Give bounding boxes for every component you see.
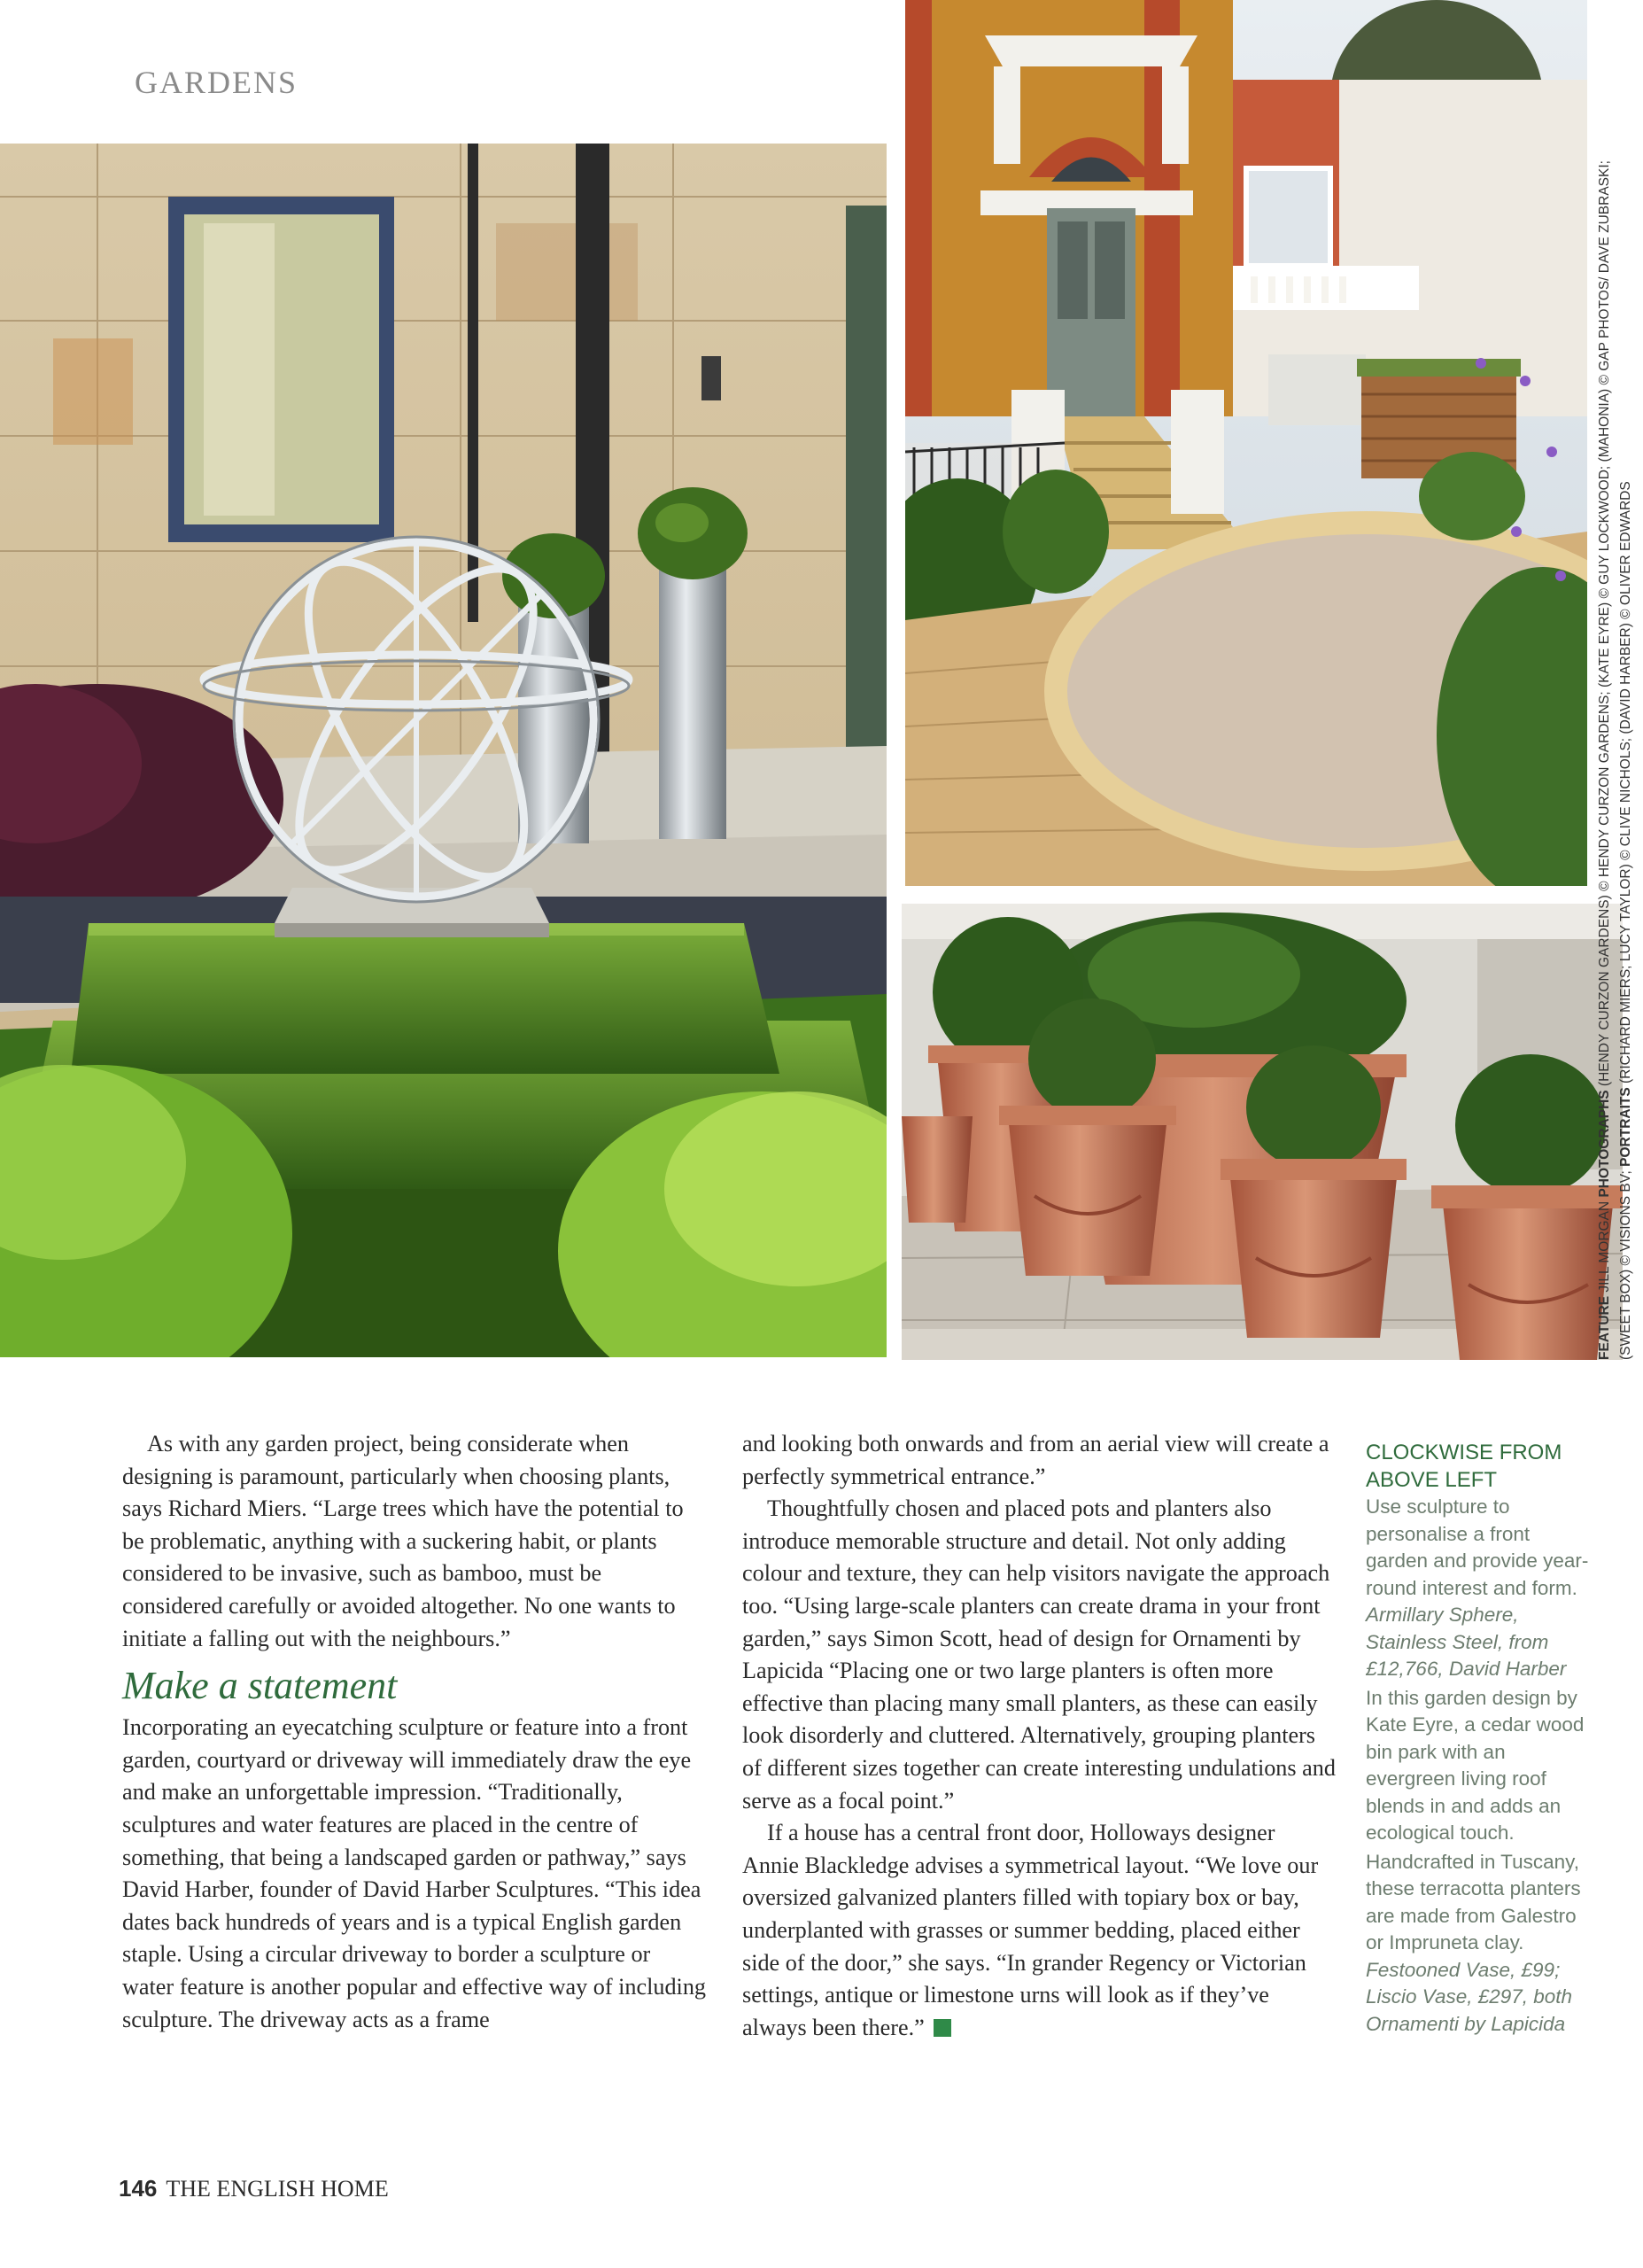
article-paragraph-last: [742, 1817, 1336, 2044]
article-paragraph: Thoughtfully chosen and placed pots and planters also introduce memorable structure and detail. Not only adding colour and texture, they can help visitors navigate the approach too. “Using large-scale planters can create drama in your front garden,” says Simon Scott, head of design for Ornamenti by Lapicida “Placing one or two large planters is often more effective than placing many small planters, as these can easily look disorderly and cluttered. Alternatively, grouping planters of different sizes together can create interesting undulations and serve as a focal point.”: [742, 1495, 1336, 1814]
credit-feature-label: FEATURE: [1597, 1295, 1612, 1360]
magazine-name: THE ENGLISH HOME: [166, 2176, 389, 2202]
page-number: 146: [119, 2175, 158, 2202]
end-mark-icon: [934, 2019, 951, 2037]
page-footer: [119, 2175, 389, 2202]
caption-product: Festooned Vase, £99; Liscio Vase, £297, both Ornamenti by Lapicida: [1366, 1958, 1573, 2035]
article-paragraph: and looking both onwards and from an aerial view will create a perfectly symmetrical entrance.”: [742, 1431, 1329, 1489]
terracotta-planters-photo: [902, 904, 1623, 1360]
credit-text: JILL MORGAN: [1597, 1197, 1612, 1296]
caption-text: Use sculpture to personalise a front garden and provide year-round interest and form.: [1366, 1495, 1589, 1599]
section-label: GARDENS: [135, 65, 298, 100]
photo-credits: [1594, 0, 1640, 1360]
subheading: Make a statement: [122, 1664, 398, 1708]
credit-portraits-label: PORTRAITS: [1618, 1087, 1633, 1167]
armillary-sphere-photo: [0, 144, 887, 1357]
driveway-house-photo: [905, 0, 1587, 886]
credit-photographs-label: PHOTOGRAPHS: [1597, 1090, 1612, 1198]
photo-captions: [1366, 1439, 1596, 2038]
credit-text: (HENDY CURZON GARDENS) © HENDY CURZON GARDENS; (KATE EYRE) © GUY LOCKWOOD; (MAHONIA) © GAP PHOTOS/ DAVE ZUBRASKI;: [1597, 160, 1612, 1091]
caption-product: Armillary Sphere, Stainless Steel, from £12,766, David Harber: [1366, 1604, 1567, 1680]
article-column-1: [122, 1428, 707, 2036]
credit-text: (SWEET BOX) © VISIONS BV;: [1618, 1166, 1633, 1360]
article-column-2: [742, 1428, 1336, 2044]
caption-text: In this garden design by Kate Eyre, a cedar wood bin park with an evergreen living roof blends in and adds an ecological touch.: [1366, 1686, 1585, 1844]
caption-text: Handcrafted in Tuscany, these terracotta planters are made from Galestro or Impruneta clay.: [1366, 1850, 1581, 1953]
captions-heading: CLOCKWISE FROM ABOVE LEFT: [1366, 1441, 1562, 1492]
article-paragraph: As with any garden project, being considerate when designing is paramount, particularly when choosing plants, says Richard Miers. “Large trees which have the potential to be problematic, anything with a suckering habit, or plants considered to be invasive, such as bamboo, must be considered carefully or avoided altogether. No one wants to initiate a falling out with the neighbours.”: [122, 1431, 684, 1651]
credit-text: (RICHARD MIERS; LUCY TAYLOR) © CLIVE NICHOLS; (DAVID HARBER) © OLIVER EDWARDS: [1618, 481, 1633, 1088]
article-paragraph: Incorporating an eyecatching sculpture or feature into a front garden, courtyard or driveway will immediately draw the eye and make an unforgettable impression. “Traditionally, sculptures and water features are placed in the centre of something, that being a landscaped garden or pathway,” says David Harber, founder of David Harber Sculptures. “This idea dates back hundreds of years and is a typical English garden staple. Using a circular driveway to border a sculpture or water feature is another popular and effective way of including sculpture. The driveway acts as a frame: [122, 1714, 707, 2032]
article-paragraph-text: If a house has a central front door, Holloways designer Annie Blackledge advises a symmetrical layout. “We love our oversized galvanized planters filled with topiary box or bay, underplanted with grasses or summer bedding, placed either side of the door,” she says. “In grander Regency or Victorian settings, antique or limestone urns will look as if they’ve always been there.”: [742, 1820, 1319, 2040]
